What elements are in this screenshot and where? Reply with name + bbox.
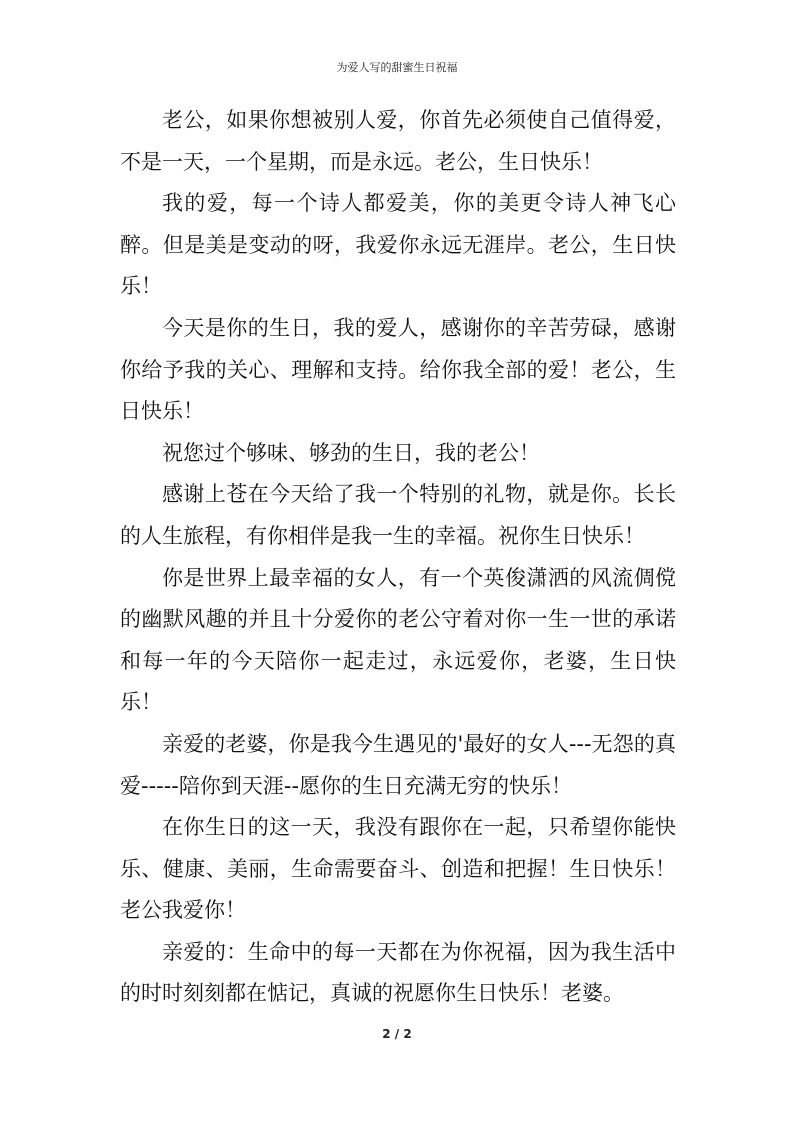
paragraph-2: 我的爱，每一个诗人都爱美，你的美更令诗人神飞心醉。但是美是变动的呀，我爱你永远无涯岸。老公，生日快乐！ [120, 191, 676, 299]
paragraph-3: 今天是你的生日，我的爱人，感谢你的辛苦劳碌，感谢你给予我的关心、理解和支持。给你我全部的爱！老公，生日快乐！ [120, 315, 676, 424]
page-number: 2 / 2 [382, 1027, 412, 1041]
paragraph-6: 你是世界上最幸福的女人，有一个英俊潇洒的风流倜傥的幽默风趣的并且十分爱你的老公守着对你一生一世的承诺和每一年的今天陪你一起走过，永远爱你，老婆，生日快乐！ [120, 565, 676, 715]
page-header-title: 为爱人写的甜蜜生日祝福 [336, 61, 458, 74]
document-body [120, 100, 676, 1015]
paragraph-5: 感谢上苍在今天给了我一个特别的礼物，就是你。长长的人生旅程，有你相伴是我一生的幸福。祝你生日快乐！ [120, 482, 676, 548]
paragraph-7: 亲爱的老婆，你是我今生遇见的'最好的女人---无怨的真爱-----陪你到天涯--愿你的生日充满无穷的快乐！ [120, 731, 676, 798]
paragraph-4: 祝您过个够味、够劲的生日，我的老公！ [162, 440, 540, 465]
paragraph-9: 亲爱的：生命中的每一天都在为你祝福，因为我生活中的时时刻刻都在惦记，真诚的祝愿你生日快乐！老婆。 [120, 939, 676, 1006]
paragraph-8: 在你生日的这一天，我没有跟你在一起，只希望你能快乐、健康、美丽，生命需要奋斗、创造和把握！生日快乐！老公我爱你！ [120, 815, 676, 923]
paragraph-1: 老公，如果你想被别人爱，你首先必须使自己值得爱，不是一天，一个星期，而是永远。老公，生日快乐！ [120, 108, 676, 174]
